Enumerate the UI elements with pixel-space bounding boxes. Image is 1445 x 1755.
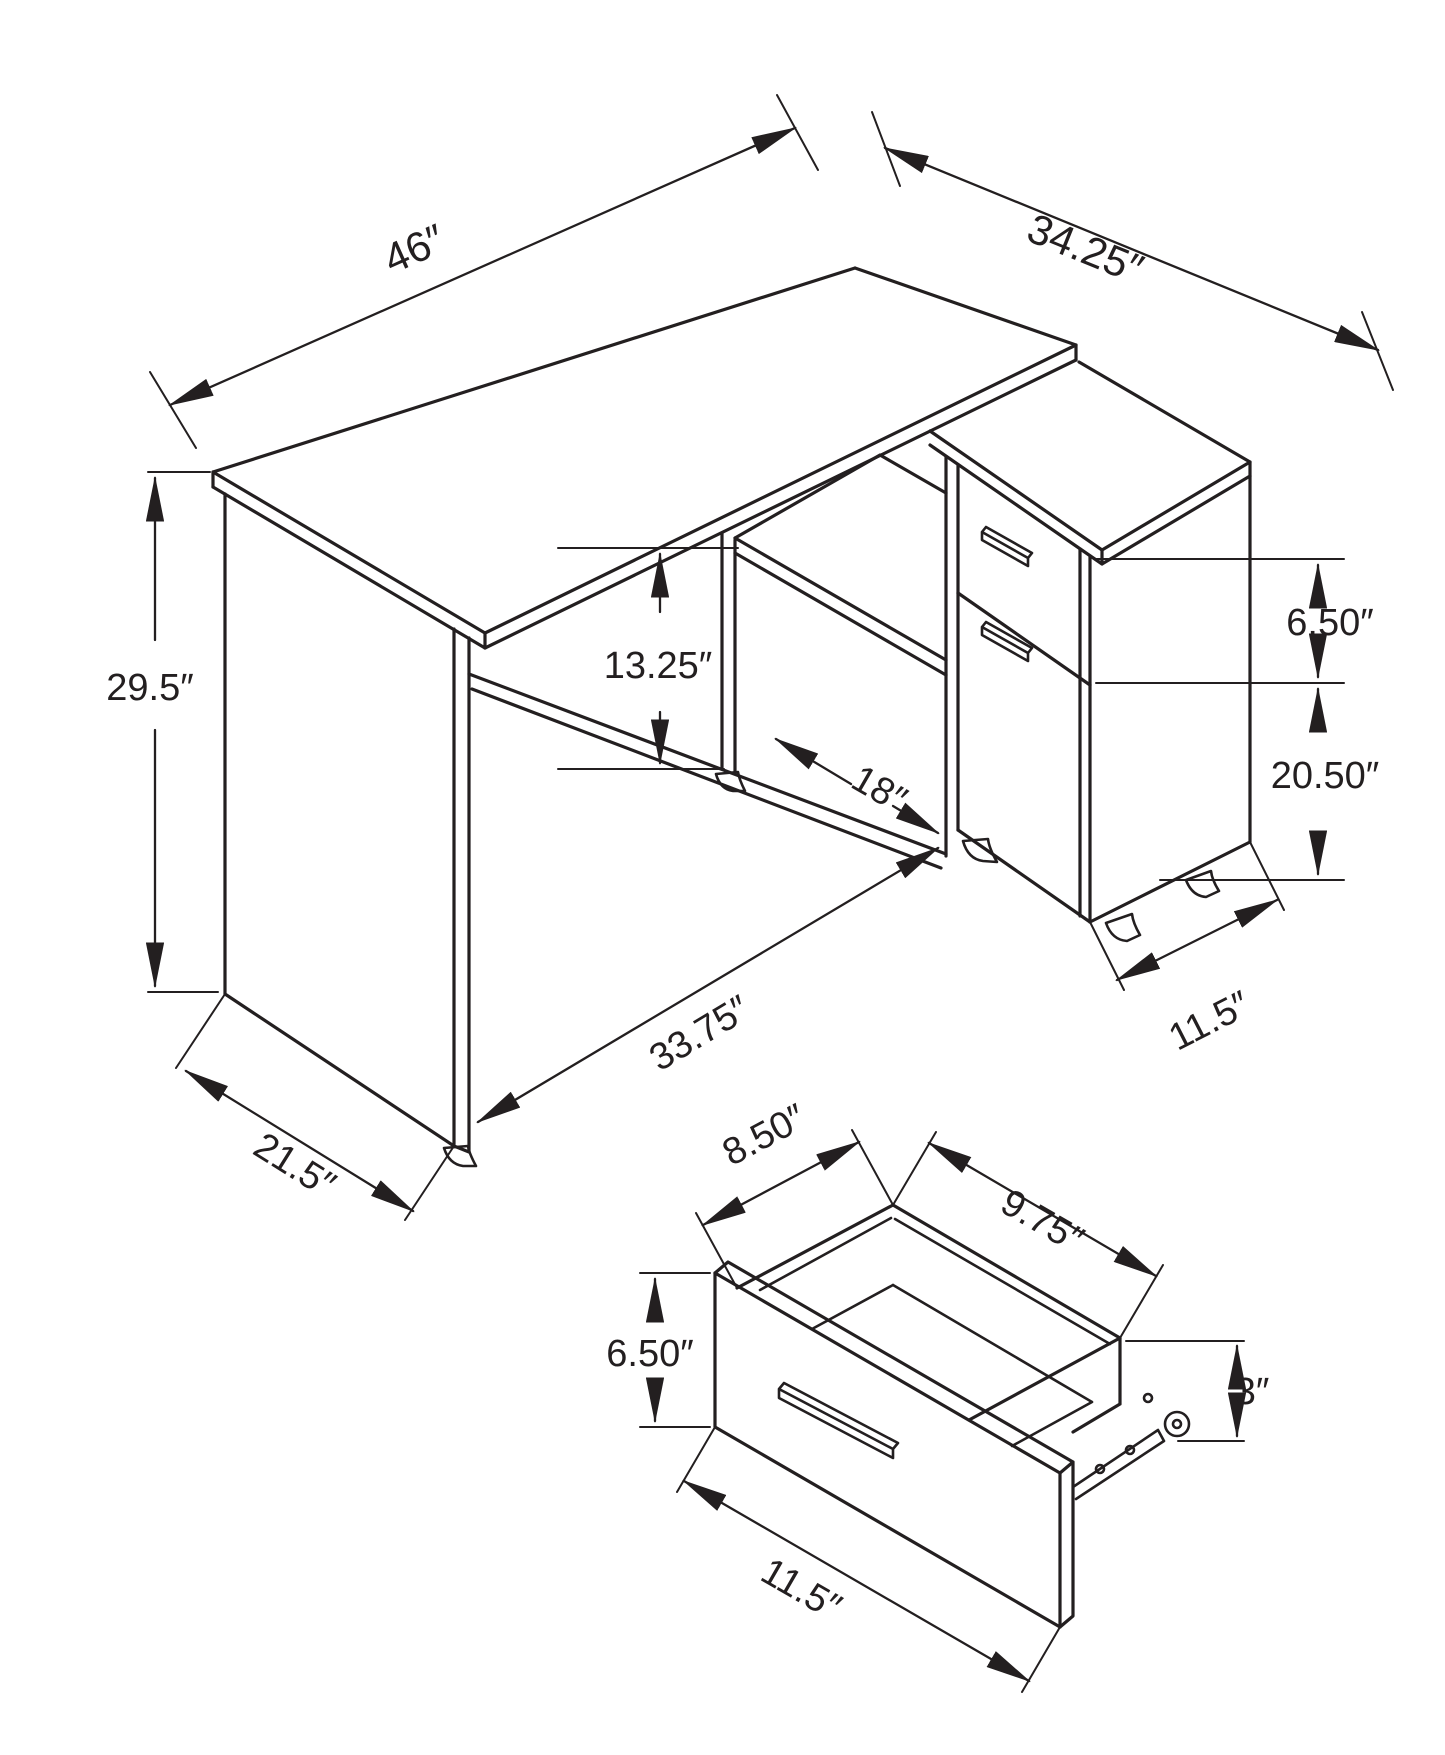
desk-drawing (106, 95, 1393, 1220)
dimension-base-length-33-75 (478, 848, 938, 1122)
cabinet-drawer-height-label: 6.50″ (1286, 602, 1374, 644)
storage-cabinet (946, 457, 1250, 941)
drawer-slide-rail (1073, 1394, 1189, 1499)
shelf-divider-panel (716, 533, 745, 791)
shelf-width-label: 18″ (844, 757, 914, 822)
dimension-drawer-front-height-6-50 (606, 1273, 710, 1427)
cabinet-door-height-label: 20.50″ (1270, 755, 1380, 797)
drawer-side-height-label: 3″ (1234, 1371, 1270, 1413)
dimension-door-height-20-50 (1160, 689, 1379, 880)
dimension-drawer-front-6-50 (1096, 559, 1374, 683)
panel-depth-label: 21.5″ (246, 1124, 343, 1207)
dimension-drawer-side-9-75 (893, 1132, 1163, 1338)
left-side-panel (225, 494, 476, 1166)
cabinet-foot-side-2 (1186, 871, 1219, 897)
desk-width-label: 46″ (376, 214, 452, 283)
dimension-desk-width-46 (150, 95, 818, 448)
cabinet-foot-side-1 (1106, 914, 1140, 941)
dimension-return-depth-34-25 (872, 112, 1393, 390)
desk-height-label: 29.5″ (106, 667, 194, 709)
cabinet-drawer-handle (982, 527, 1032, 566)
dimension-drawer-front-width-11-5 (677, 1427, 1060, 1692)
dimension-panel-depth-21-5 (176, 994, 454, 1220)
shelf-height-label: 13.25″ (603, 645, 713, 687)
base-length-label: 33.75″ (642, 987, 758, 1080)
drawer-back-width-label: 8.50″ (715, 1096, 813, 1175)
rail-wheel-hub (1173, 1420, 1181, 1428)
drawer-front-height-label: 6.50″ (606, 1333, 694, 1375)
dimension-shelf-height-13-25 (558, 548, 738, 769)
side-wall-hole (1144, 1394, 1152, 1402)
cabinet-depth-label: 11.5″ (1162, 983, 1257, 1060)
cabinet-foot-front (963, 839, 997, 862)
rail-wheel (1165, 1412, 1189, 1436)
dimension-drawer-side-height-3 (1126, 1341, 1269, 1441)
dimension-desk-height-29-5 (106, 472, 218, 992)
drawer-side-depth-label: 9.75″ (993, 1181, 1091, 1262)
drawer-detail-drawing (606, 1096, 1269, 1692)
return-depth-label: 34.25″ (1021, 204, 1150, 293)
drawer-handle (779, 1383, 898, 1458)
dimension-drawer-back-8-50 (696, 1096, 893, 1288)
drawer-front-width-label: 11.5″ (753, 1550, 849, 1629)
